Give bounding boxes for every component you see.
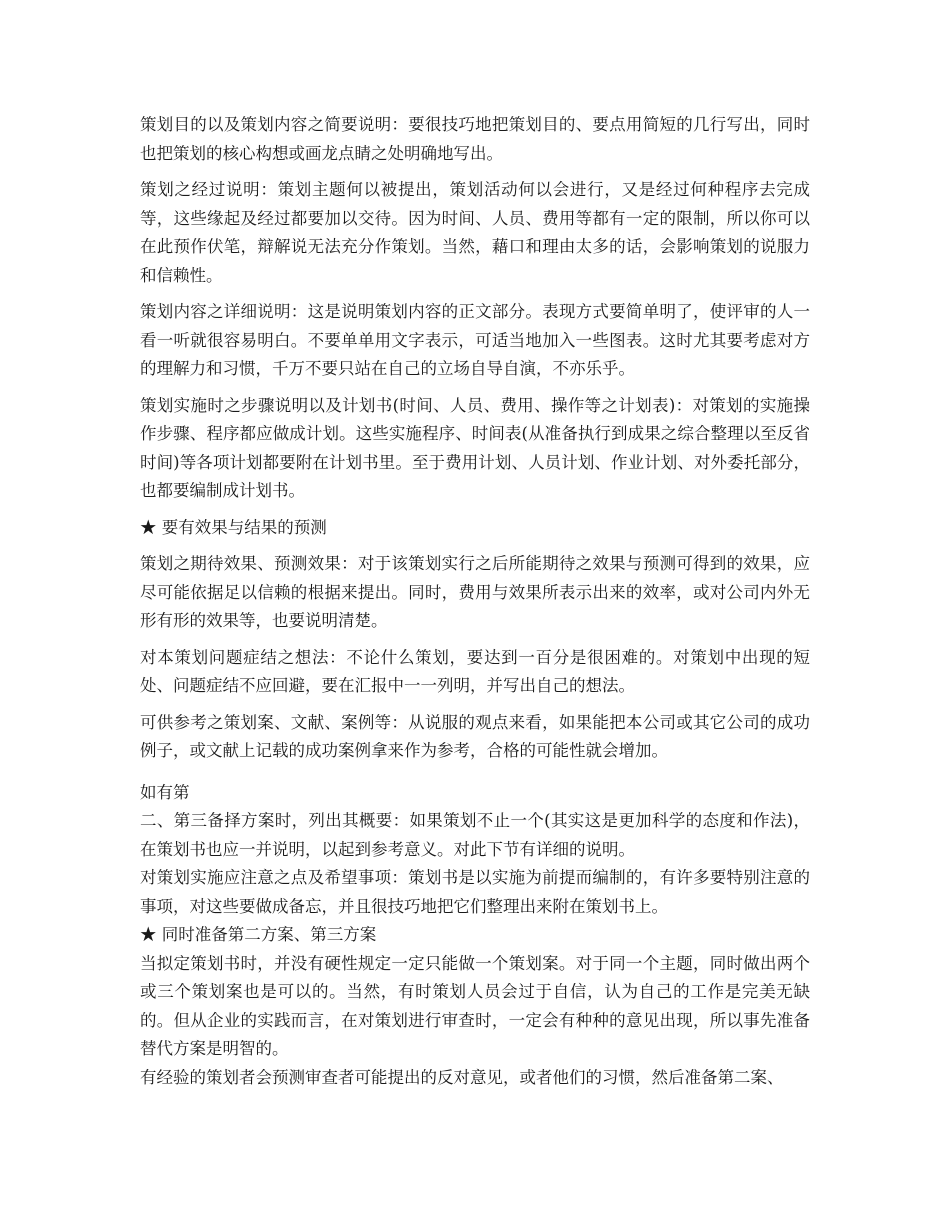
- paragraph-expected-effects: 策划之期待效果、预测效果：对于该策划实行之后所能期待之效果与预测可得到的效果，应尽可能依据足以信赖的根据来提出。同时，费用与效果所表示出来的效率，或对公司内外无形有形的效果等，也要说明清楚。: [140, 554, 810, 630]
- document-body: [140, 111, 810, 1092]
- paragraph-process-description: 策划之经过说明：策划主题何以被提出，策划活动何以会进行，又是经过何种程序去完成等，这些缘起及经过都要加以交待。因为时间、人员、费用等都有一定的限制，所以你可以在此预作伏笔，辩解说无法充分作策划。当然，藉口和理由太多的话，会影响策划的说服力和信赖性。: [140, 180, 810, 285]
- paragraph-alternative-plans: 二、第三备择方案时，列出其概要：如果策划不止一个(其实这是更加科学的态度和作法)，在策划书也应一并说明，以起到参考意义。对此下节有详细的说明。: [140, 811, 810, 859]
- paragraph-multiple-plans: 当拟定策划书时，并没有硬性规定一定只能做一个策划案。对于同一个主题，同时做出两个或三个策划案也是可以的。当然，有时策划人员会过于自信，认为自己的工作是完美无缺的。但从企业的实践而言，在对策划进行审查时，一定会有种种的意见出现，所以事先准备替代方案是明智的。: [140, 953, 810, 1058]
- paragraph-implementation-steps: 策划实施时之步骤说明以及计划书(时间、人员、费用、操作等之计划表)：对策划的实施操作步骤、程序都应做成计划。这些实施程序、时间表(从准备执行到成果之综合整理以至反省时间)等各项计划都要附在计划书里。至于费用计划、人员计划、作业计划、对外委托部分，也都要编制成计划书。: [140, 395, 810, 500]
- paragraph-experienced-planner: 有经验的策划者会预测审查者可能提出的反对意见，或者他们的习惯，然后准备第二案、: [140, 1067, 784, 1087]
- paragraph-if-any: 如有第: [140, 782, 190, 802]
- heading-second-third-plan: ★ 同时准备第二方案、第三方案: [140, 925, 377, 944]
- paragraph-detailed-description: 策划内容之详细说明：这是说明策划内容的正文部分。表现方式要简单明了，使评审的人一看一听就很容易明白。不要单单用文字表示，可适当地加入一些图表。这时尤其要考虑对方的理解力和习惯，千万不要只站在自己的立场自导自演，不亦乐乎。: [140, 302, 810, 378]
- paragraph-problem-crux: 对本策划问题症结之想法：不论什么策划，要达到一百分是很困难的。对策划中出现的短处、问题症结不应回避，要在汇报中一一列明，并写出自己的想法。: [140, 647, 810, 695]
- heading-effect-prediction: ★ 要有效果与结果的预测: [140, 517, 327, 537]
- paragraph-references: 可供参考之策划案、文献、案例等：从说服的观点来看，如果能把本公司或其它公司的成功例子，或文献上记载的成功案例拿来作为参考，合格的可能性就会增加。: [140, 712, 810, 760]
- paragraph-brief-description: 策划目的以及策划内容之简要说明：要很技巧地把策划目的、要点用简短的几行写出，同时也把策划的核心构想或画龙点睛之处明确地写出。: [140, 115, 810, 163]
- paragraph-notes-and-wishes: 对策划实施应注意之点及希望事项：策划书是以实施为前提而编制的，有许多要特别注意的事项，对这些要做成备忘，并且很技巧地把它们整理出来附在策划书上。: [140, 868, 810, 916]
